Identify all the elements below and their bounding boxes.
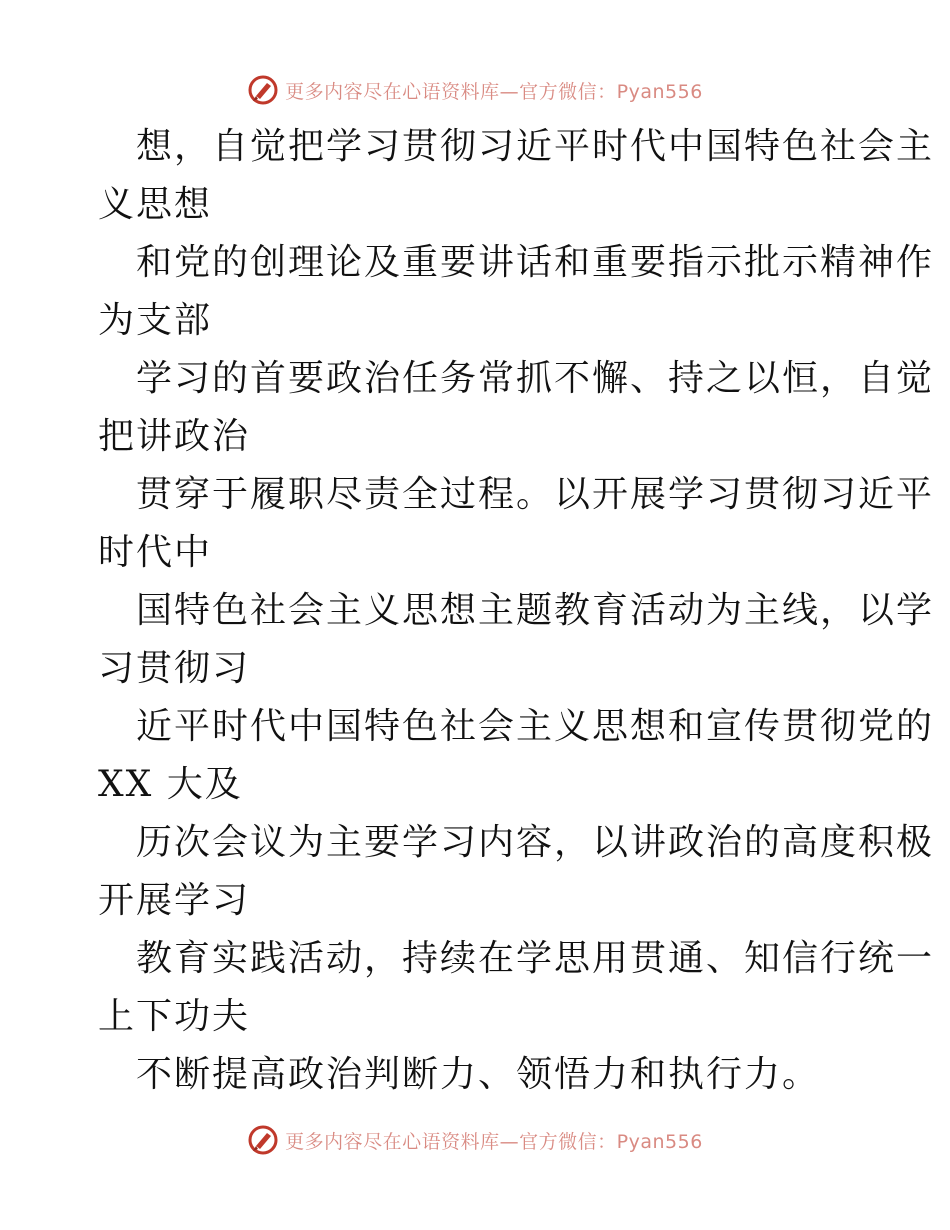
text-line: 历次会议为主要学习内容，以讲政治的高度积极 bbox=[136, 822, 935, 863]
text-line: 时代中 bbox=[98, 532, 213, 573]
footer-watermark bbox=[0, 1120, 950, 1160]
text-line: 把讲政治 bbox=[98, 416, 251, 457]
text-line: 国特色社会主义思想主题教育活动为主线，以学 bbox=[136, 590, 935, 631]
text-line: 学习的首要政治任务常抓不懈、持之以恒，自觉 bbox=[136, 358, 935, 399]
text-line: 义思想 bbox=[98, 184, 213, 225]
text-line: 教育实践活动，持续在学思用贯通、知信行统一 bbox=[136, 938, 935, 979]
header-watermark-text: 更多内容尽在心语资料库—官方微信：Pyan556 bbox=[285, 80, 703, 103]
header-watermark bbox=[0, 70, 950, 110]
text-line: XX 大及 bbox=[98, 764, 243, 805]
text-line: 不断提高政治判断力、领悟力和执行力。 bbox=[136, 1054, 821, 1095]
text-line: 为支部 bbox=[98, 300, 213, 341]
document-body bbox=[98, 118, 935, 1104]
text-line: 贯穿于履职尽责全过程。以开展学习贯彻习近平 bbox=[136, 474, 935, 515]
text-line: 开展学习 bbox=[98, 880, 251, 921]
text-line: 上下功夫 bbox=[98, 996, 251, 1037]
text-line: 近平时代中国特色社会主义思想和宣传贯彻党的 bbox=[136, 706, 935, 747]
quill-pen-seal-icon bbox=[247, 74, 279, 106]
text-line: 想，自觉把学习贯彻习近平时代中国特色社会主 bbox=[136, 126, 935, 167]
text-line: 和党的创理论及重要讲话和重要指示批示精神作 bbox=[136, 242, 935, 283]
footer-watermark-text: 更多内容尽在心语资料库—官方微信：Pyan556 bbox=[285, 1130, 703, 1153]
text-line: 习贯彻习 bbox=[98, 648, 251, 689]
quill-pen-seal-icon bbox=[247, 1124, 279, 1156]
